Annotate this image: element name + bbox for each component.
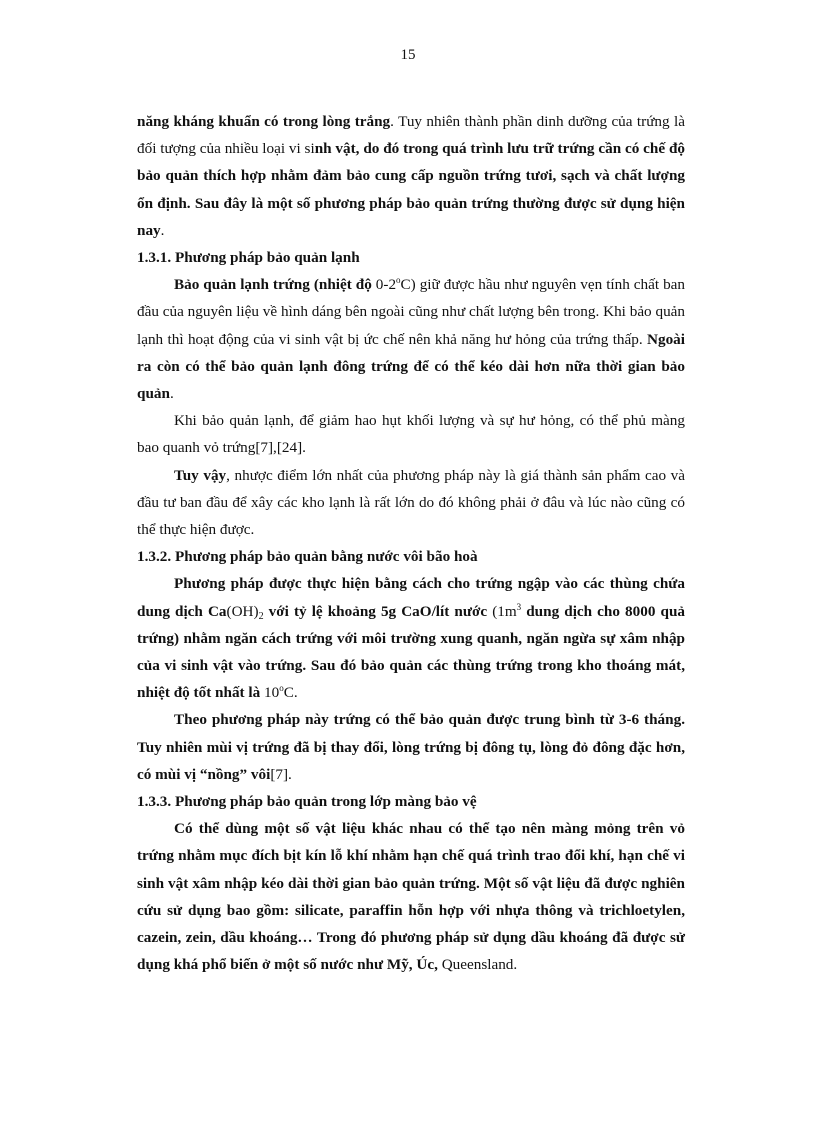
text-run: (OH) [226,602,259,620]
text-run: C. [283,684,298,702]
text-run: , nhược điểm lớn nhất của phương pháp này là giá thành sản phẩm cao và đầu tư ban đầu để xây các kho lạnh là rất lớn do đó không phải ở đâu và lúc nào cũng có thể thực hiện được. [137,466,685,539]
superscript: 3 [516,601,522,612]
text-run: (1m [492,602,517,620]
bold-run: Bảo quản lạnh trứng (nhiệt độ [174,276,376,294]
text-run: 10 [264,684,280,702]
text-run: . [169,385,174,403]
bold-run: với tỷ lệ khoảng 5g CaO/lít nước [263,602,493,620]
text-run: . [160,221,165,239]
paragraph-intro [137,108,685,244]
text-run: C) giữ được hầu như nguyên vẹn tính chất ban đầu của nguyên liệu về hình dáng bên ngoài cũng như chất lượng bên trong. Khi bảo quản lạnh thì hoạt động của vi sinh vật bị ức chế nên khả năng hư hỏng của trứng thấp. [137,276,686,348]
paragraph-cold-storage-drawbacks [137,462,685,544]
degree-superscript: o [396,275,401,286]
bold-run: dung dịch cho 8000 quả trứng) nhằm ngăn cách trứng với môi trường xung quanh, ngăn ngừa sự xâm nhập của vi sinh vật vào trứng. Sau đó bảo quản các thùng trứng trong kho thoáng mát, nhiệt độ tốt nhất là [137,602,685,702]
paragraph-cold-storage [137,271,685,407]
paragraph-lime-water-method [137,570,685,706]
bold-run: Tuy vậy [174,466,227,484]
paragraph-lime-water-result [137,706,685,788]
bold-run: năng kháng khuẩn có trong lòng trắng [137,113,391,130]
text-run: . Tuy nhiên thành phần dinh dưỡng của trứng là đối tượng của nhiều loại vi si [137,113,685,158]
bold-run: Có thể dùng một số vật liệu khác nhau có thể tạo nên màng mỏng trên vỏ trứng nhằm mục đích bịt kín lỗ khí nhằm hạn chế quá trình trao đổi khí, hạn chế vi sinh vật xâm nhập kéo dài thời gian bảo quản trứng. Một số vật liệu đã được nghiên cứu sử dụng bao gồm: silicate, paraffin hỗn hợp với nhựa thông và trichloetylen, cazein, zein, dầu khoáng… Trong đó phương pháp sử dụng dầu khoáng đã được sử dụng khá phổ biến ở một số nước như Mỹ, Úc, [137,820,685,974]
subscript: 2 [258,610,264,622]
section-heading-1-3-2: 1.3.2. Phương pháp bảo quản bằng nước vôi bão hoà [137,548,478,566]
text-run: 0-2 [375,276,397,294]
bold-run: Theo phương pháp này trứng có thể bảo quản được trung bình từ 3-6 tháng. Tuy nhiên mùi vị trứng đã bị thay đổi, lòng trứng bị đông tụ, lòng đỏ đông đặc hơn, có mùi vị “nồng” vôi [137,711,685,783]
bold-run: Phương pháp được thực hiện bằng cách cho trứng ngập vào các thùng chứa dung dịch Ca [137,575,685,620]
bold-run: nh vật, do đó trong quá trình lưu trữ trứng cần có chế độ bảo quản thích hợp nhằm đảm bảo cung cấp nguồn trứng tươi, sạch và chất lượng ổn định. Sau đây là một số phương pháp bảo quản trứng thường được sử dụng hiện nay [137,140,685,239]
section-heading-1-3-3: 1.3.3. Phương pháp bảo quản trong lớp màng bảo vệ [137,793,477,811]
paragraph-cold-storage-coating: Khi bảo quản lạnh, để giảm hao hụt khối lượng và sự hư hỏng, có thể phủ màng bao quanh vỏ trứng[7],[24]. [137,412,685,457]
citation: [7]. [270,765,292,783]
document-body [137,108,685,979]
text-run: Queensland. [437,956,518,974]
page-number: 15 [400,47,416,63]
degree-superscript: o [279,683,284,694]
section-heading-1-3-1: 1.3.1. Phương pháp bảo quản lạnh [137,249,360,267]
paragraph-protective-film [137,815,685,978]
bold-run: Ngoài ra còn có thể bảo quản lạnh đông trứng để có thể kéo dài hơn nữa thời gian bảo quản [137,330,685,403]
